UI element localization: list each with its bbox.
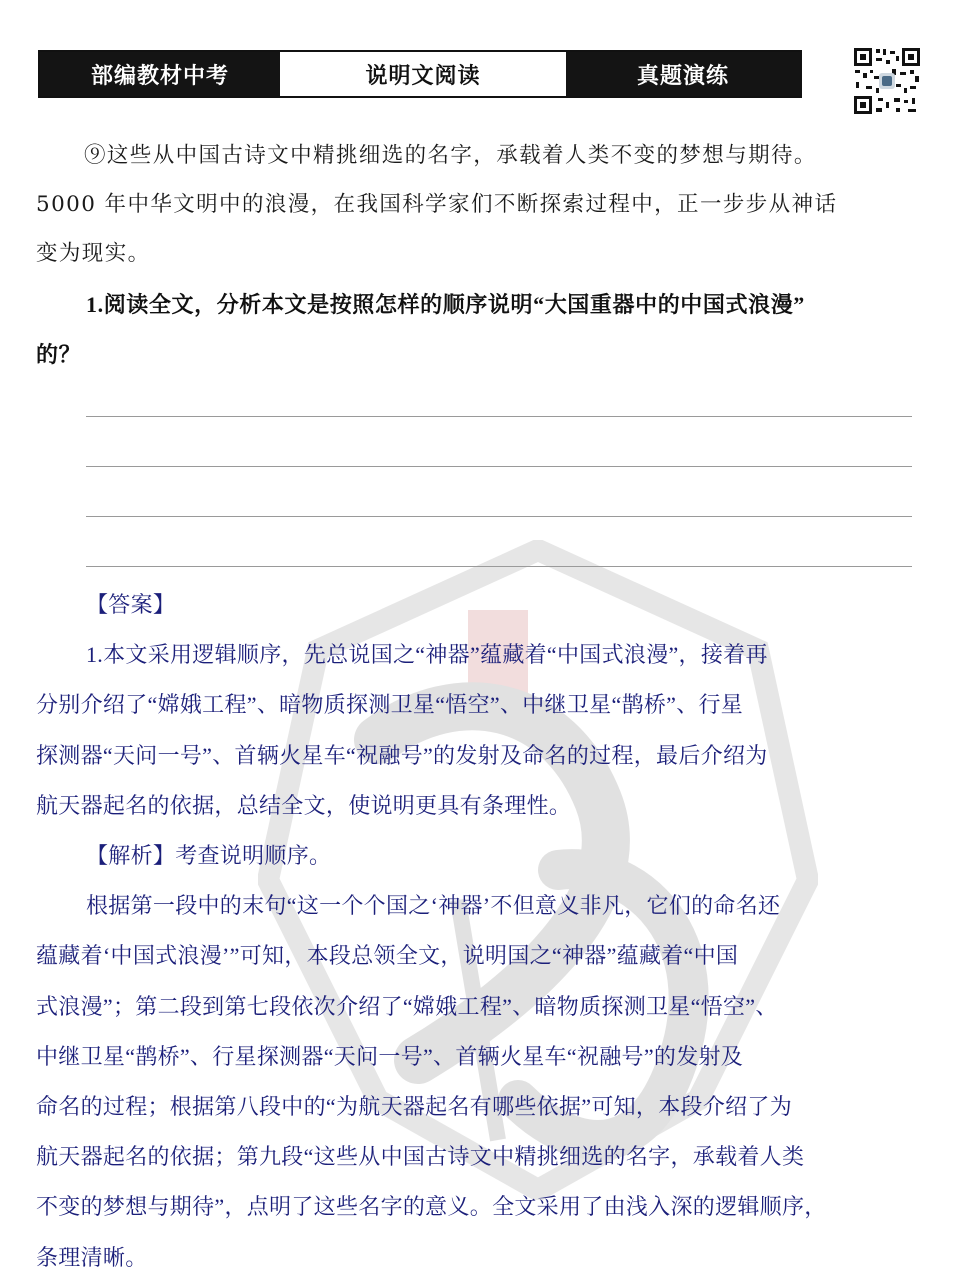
question-line: 的？ [36, 342, 82, 367]
answer-blank-line[interactable] [86, 516, 912, 517]
question-line: 1.阅读全文，分析本文是按照怎样的顺序说明“大国重器中的中国式浪漫” [86, 292, 805, 317]
answer-line: 分别介绍了“嫦娥工程”、暗物质探测卫星“悟空”、中继卫星“鹊桥”、行星 [36, 692, 744, 718]
answer-blank-line[interactable] [86, 566, 912, 567]
answer-line: 航天器起名的依据，总结全文，使说明更具有条理性。 [36, 792, 572, 818]
analysis-line: 不变的梦想与期待”，点明了这些名字的意义。全文采用了由浅入深的逻辑顺序， [36, 1194, 827, 1220]
analysis-line: 条理清晰。 [36, 1244, 148, 1270]
qr-code-icon[interactable] [852, 46, 922, 116]
answer-tag: 【答案】 [86, 592, 176, 617]
analysis-line: 命名的过程；根据第八段中的“为航天器起名有哪些依据”可知，本段介绍了为 [36, 1094, 793, 1120]
analysis-line: 航天器起名的依据；第九段“这些从中国古诗文中精挑细选的名字，承载着人类 [36, 1144, 805, 1170]
analysis-tag: 【解析】考查说明顺序。 [86, 843, 332, 869]
analysis-line: 根据第一段中的末句“这一个个国之‘神器’不但意义非凡，它们的命名还 [86, 893, 781, 919]
header-topic: 说明文阅读 [280, 52, 566, 96]
passage-line: 5000 年中华文明中的浪漫，在我国科学家们不断探索过程中，正一步步从神话 [36, 192, 838, 217]
answer-blank-line[interactable] [86, 416, 912, 417]
passage-line: 变为现实。 [36, 241, 151, 266]
answer-line: 探测器“天问一号”、首辆火星车“祝融号”的发射及命名的过程，最后介绍为 [36, 742, 768, 768]
passage-line: ⑨这些从中国古诗文中精挑细选的名字，承载着人类不变的梦想与期待。 [84, 143, 817, 168]
question-1 [36, 280, 928, 380]
answer-line: 1.本文采用逻辑顺序，先总说国之“神器”蕴藏着“中国式浪漫”，接着再 [86, 642, 768, 668]
header-subject: 部编教材中考 [40, 52, 280, 96]
header-bar [38, 50, 802, 98]
answer-blank-line[interactable] [86, 466, 912, 467]
analysis-line: 式浪漫”；第二段到第七段依次介绍了“嫦娥工程”、暗物质探测卫星“悟空”、 [36, 993, 778, 1019]
answer-section [36, 580, 928, 1283]
analysis-line: 蕴藏着‘中国式浪漫’”可知，本段总领全文，说明国之“神器”蕴藏着“中国 [36, 943, 739, 969]
passage-paragraph-9 [36, 131, 928, 278]
header-section: 真题演练 [566, 52, 800, 96]
analysis-line: 中继卫星“鹊桥”、行星探测器“天问一号”、首辆火星车“祝融号”的发射及 [36, 1043, 744, 1069]
